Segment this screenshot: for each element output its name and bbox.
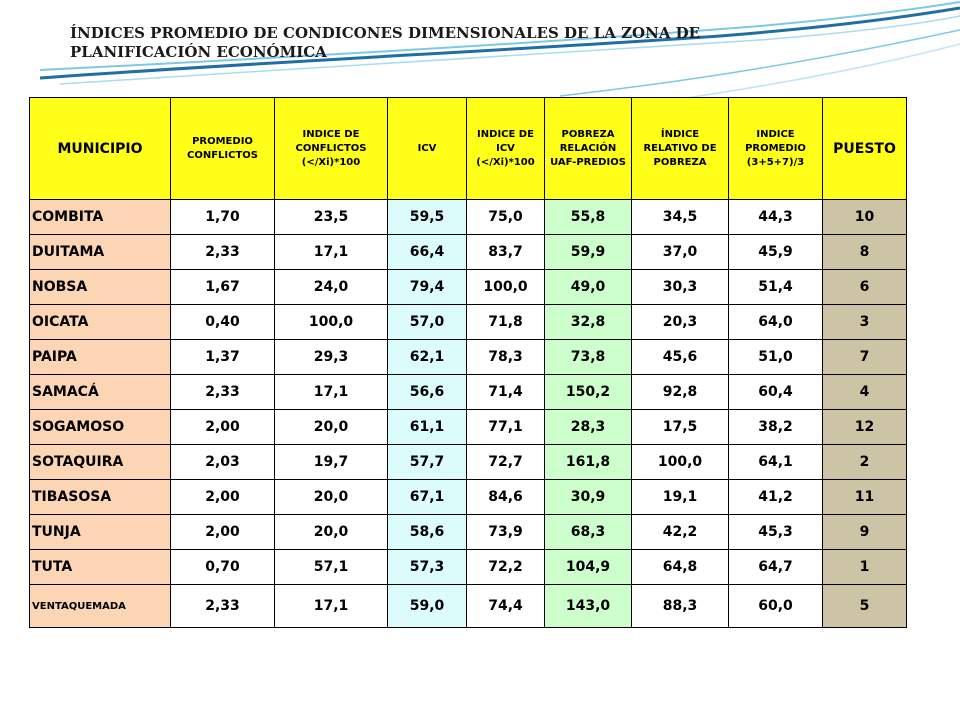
cell-promedio-conflictos: 0,40 <box>171 305 275 340</box>
cell-indice-icv: 72,7 <box>467 445 545 480</box>
cell-indice-icv: 72,2 <box>467 550 545 585</box>
cell-pobreza-uaf: 28,3 <box>545 410 632 445</box>
cell-indice-promedio: 64,0 <box>729 305 823 340</box>
cell-municipio: DUITAMA <box>30 235 171 270</box>
cell-icv: 79,4 <box>388 270 467 305</box>
cell-indice-icv: 73,9 <box>467 515 545 550</box>
header-municipio: MUNICIPIO <box>30 98 171 200</box>
cell-indice-promedio: 51,4 <box>729 270 823 305</box>
cell-indice-promedio: 44,3 <box>729 200 823 235</box>
cell-pobreza-uaf: 143,0 <box>545 585 632 628</box>
cell-indice-icv: 75,0 <box>467 200 545 235</box>
table-row <box>30 445 907 480</box>
cell-puesto: 11 <box>823 480 907 515</box>
cell-indice-promedio: 45,9 <box>729 235 823 270</box>
header-puesto: PUESTO <box>823 98 907 200</box>
cell-municipio: TIBASOSA <box>30 480 171 515</box>
header-indice-promedio: INDICE PROMEDIO (3+5+7)/3 <box>729 98 823 200</box>
cell-promedio-conflictos: 2,00 <box>171 480 275 515</box>
cell-indice-pobreza: 45,6 <box>632 340 729 375</box>
cell-indice-promedio: 45,3 <box>729 515 823 550</box>
cell-municipio: SOGAMOSO <box>30 410 171 445</box>
cell-indice-promedio: 38,2 <box>729 410 823 445</box>
cell-puesto: 8 <box>823 235 907 270</box>
cell-municipio: COMBITA <box>30 200 171 235</box>
table-row <box>30 375 907 410</box>
cell-indice-conflictos: 100,0 <box>275 305 388 340</box>
cell-pobreza-uaf: 73,8 <box>545 340 632 375</box>
table-row <box>30 305 907 340</box>
header-icv: ICV <box>388 98 467 200</box>
table-row <box>30 585 907 628</box>
cell-indice-promedio: 60,4 <box>729 375 823 410</box>
table-row <box>30 550 907 585</box>
cell-indice-icv: 84,6 <box>467 480 545 515</box>
cell-indice-icv: 78,3 <box>467 340 545 375</box>
cell-indice-conflictos: 20,0 <box>275 515 388 550</box>
cell-indice-icv: 74,4 <box>467 585 545 628</box>
cell-pobreza-uaf: 104,9 <box>545 550 632 585</box>
cell-indice-pobreza: 30,3 <box>632 270 729 305</box>
cell-icv: 62,1 <box>388 340 467 375</box>
cell-indice-pobreza: 88,3 <box>632 585 729 628</box>
cell-indice-promedio: 41,2 <box>729 480 823 515</box>
cell-promedio-conflictos: 2,00 <box>171 410 275 445</box>
cell-promedio-conflictos: 1,70 <box>171 200 275 235</box>
cell-municipio: NOBSA <box>30 270 171 305</box>
cell-indice-icv: 83,7 <box>467 235 545 270</box>
cell-indice-pobreza: 20,3 <box>632 305 729 340</box>
cell-icv: 59,5 <box>388 200 467 235</box>
cell-promedio-conflictos: 2,33 <box>171 375 275 410</box>
cell-pobreza-uaf: 150,2 <box>545 375 632 410</box>
cell-indice-icv: 100,0 <box>467 270 545 305</box>
cell-municipio: PAIPA <box>30 340 171 375</box>
cell-pobreza-uaf: 68,3 <box>545 515 632 550</box>
table-row <box>30 200 907 235</box>
cell-promedio-conflictos: 1,67 <box>171 270 275 305</box>
cell-icv: 67,1 <box>388 480 467 515</box>
table-row <box>30 410 907 445</box>
cell-indice-pobreza: 17,5 <box>632 410 729 445</box>
table-row <box>30 340 907 375</box>
cell-icv: 57,0 <box>388 305 467 340</box>
cell-promedio-conflictos: 1,37 <box>171 340 275 375</box>
cell-indice-conflictos: 20,0 <box>275 480 388 515</box>
cell-puesto: 1 <box>823 550 907 585</box>
cell-pobreza-uaf: 55,8 <box>545 200 632 235</box>
cell-icv: 61,1 <box>388 410 467 445</box>
cell-pobreza-uaf: 59,9 <box>545 235 632 270</box>
cell-puesto: 2 <box>823 445 907 480</box>
table-row <box>30 515 907 550</box>
header-indice-pobreza: ÍNDICE RELATIVO DE POBREZA <box>632 98 729 200</box>
cell-indice-conflictos: 24,0 <box>275 270 388 305</box>
cell-promedio-conflictos: 2,33 <box>171 235 275 270</box>
cell-indice-icv: 77,1 <box>467 410 545 445</box>
cell-indice-icv: 71,4 <box>467 375 545 410</box>
cell-icv: 57,3 <box>388 550 467 585</box>
cell-indice-conflictos: 19,7 <box>275 445 388 480</box>
cell-puesto: 3 <box>823 305 907 340</box>
cell-pobreza-uaf: 161,8 <box>545 445 632 480</box>
cell-municipio: OICATA <box>30 305 171 340</box>
cell-municipio: SAMACÁ <box>30 375 171 410</box>
header-indice-conflictos: INDICE DE CONFLICTOS (</Xi)*100 <box>275 98 388 200</box>
cell-indice-pobreza: 92,8 <box>632 375 729 410</box>
indices-table <box>29 97 907 628</box>
cell-indice-pobreza: 100,0 <box>632 445 729 480</box>
cell-icv: 58,6 <box>388 515 467 550</box>
cell-indice-pobreza: 37,0 <box>632 235 729 270</box>
cell-indice-pobreza: 64,8 <box>632 550 729 585</box>
cell-indice-pobreza: 19,1 <box>632 480 729 515</box>
table-header-row <box>30 98 907 200</box>
cell-municipio: TUNJA <box>30 515 171 550</box>
table-row <box>30 480 907 515</box>
table-row <box>30 235 907 270</box>
cell-puesto: 6 <box>823 270 907 305</box>
cell-indice-conflictos: 17,1 <box>275 585 388 628</box>
cell-puesto: 4 <box>823 375 907 410</box>
cell-promedio-conflictos: 2,03 <box>171 445 275 480</box>
cell-promedio-conflictos: 0,70 <box>171 550 275 585</box>
header-pobreza-uaf: POBREZA RELACIÓN UAF-PREDIOS <box>545 98 632 200</box>
cell-pobreza-uaf: 32,8 <box>545 305 632 340</box>
cell-puesto: 12 <box>823 410 907 445</box>
cell-indice-conflictos: 23,5 <box>275 200 388 235</box>
cell-pobreza-uaf: 30,9 <box>545 480 632 515</box>
header-promedio-conflictos: PROMEDIO CONFLICTOS <box>171 98 275 200</box>
cell-indice-conflictos: 17,1 <box>275 235 388 270</box>
cell-puesto: 9 <box>823 515 907 550</box>
cell-indice-conflictos: 20,0 <box>275 410 388 445</box>
cell-indice-pobreza: 34,5 <box>632 200 729 235</box>
cell-indice-pobreza: 42,2 <box>632 515 729 550</box>
cell-pobreza-uaf: 49,0 <box>545 270 632 305</box>
cell-icv: 56,6 <box>388 375 467 410</box>
cell-municipio: TUTA <box>30 550 171 585</box>
cell-indice-conflictos: 29,3 <box>275 340 388 375</box>
page-title: ÍNDICES PROMEDIO DE CONDICONES DIMENSIONALES DE LA ZONA DE PLANIFICACIÓN ECONÓMICA <box>70 24 701 61</box>
cell-indice-conflictos: 57,1 <box>275 550 388 585</box>
cell-puesto: 7 <box>823 340 907 375</box>
cell-icv: 66,4 <box>388 235 467 270</box>
cell-promedio-conflictos: 2,33 <box>171 585 275 628</box>
cell-icv: 59,0 <box>388 585 467 628</box>
cell-promedio-conflictos: 2,00 <box>171 515 275 550</box>
cell-puesto: 10 <box>823 200 907 235</box>
cell-municipio: SOTAQUIRA <box>30 445 171 480</box>
cell-indice-icv: 71,8 <box>467 305 545 340</box>
header-indice-icv: INDICE DE ICV (</Xi)*100 <box>467 98 545 200</box>
cell-indice-conflictos: 17,1 <box>275 375 388 410</box>
cell-indice-promedio: 51,0 <box>729 340 823 375</box>
cell-indice-promedio: 60,0 <box>729 585 823 628</box>
cell-icv: 57,7 <box>388 445 467 480</box>
cell-puesto: 5 <box>823 585 907 628</box>
cell-indice-promedio: 64,7 <box>729 550 823 585</box>
cell-municipio: VENTAQUEMADA <box>30 585 171 628</box>
table-row <box>30 270 907 305</box>
cell-indice-promedio: 64,1 <box>729 445 823 480</box>
